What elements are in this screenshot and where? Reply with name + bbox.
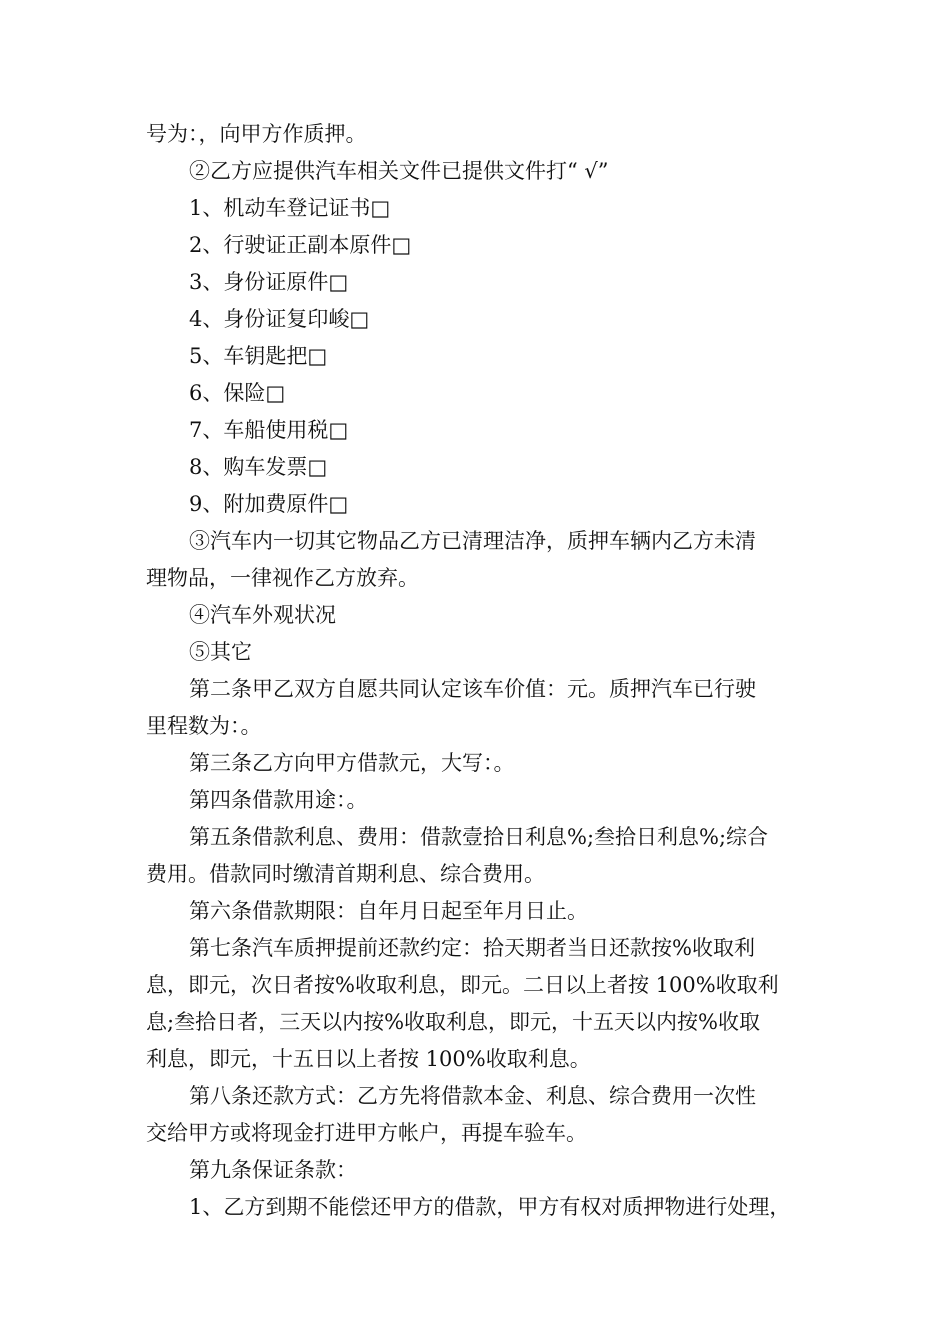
text-line: ⑤其它: [189, 640, 252, 664]
document-body: [146, 116, 818, 1226]
text-line: 1、乙方到期不能偿还甲方的借款，甲方有权对质押物进行处理，: [189, 1195, 791, 1219]
text-line: 息;叁拾日者，三天以内按%收取利息，即元，十五天以内按%收取: [146, 1010, 760, 1034]
text-line: 利息，即元，十五日以上者按 100%收取利息。: [146, 1047, 591, 1071]
checklist-item: 6、保险□: [189, 381, 286, 405]
checklist-item: 7、车船使用税□: [189, 418, 349, 442]
text-line: 交给甲方或将现金打进甲方帐户，再提车验车。: [146, 1121, 587, 1145]
checklist-item: 8、购车发票□: [189, 455, 328, 479]
article-line: 第二条甲乙双方自愿共同认定该车价值：元。质押汽车已行驶: [189, 677, 756, 701]
text-line: ②乙方应提供汽车相关文件已提供文件打“ √”: [189, 159, 609, 183]
checklist-item: 1、机动车登记证书□: [189, 196, 391, 220]
article-line: 第九条保证条款：: [189, 1158, 357, 1182]
checklist-item: 3、身份证原件□: [189, 270, 349, 294]
text-line: ④汽车外观状况: [189, 603, 336, 627]
article-line: 第八条还款方式：乙方先将借款本金、利息、综合费用一次性: [189, 1084, 756, 1108]
checklist-item: 5、车钥匙把□: [189, 344, 328, 368]
text-line: ③汽车内一切其它物品乙方已清理洁净，质押车辆内乙方未清: [189, 529, 756, 553]
text-line: 理物品，一律视作乙方放弃。: [146, 566, 419, 590]
text-line: 号为：，向甲方作质押。: [146, 122, 367, 146]
text-line: 息，即元，次日者按%收取利息，即元。二日以上者按 100%收取利: [146, 973, 779, 997]
article-line: 第六条借款期限：自年月日起至年月日止。: [189, 899, 588, 923]
text-line: 里程数为：。: [146, 714, 262, 738]
checklist-item: 4、身份证复印峻□: [189, 307, 370, 331]
article-line: 第三条乙方向甲方借款元，大写：。: [189, 751, 515, 775]
checklist-item: 2、行驶证正副本原件□: [189, 233, 412, 257]
article-line: 第四条借款用途：。: [189, 788, 368, 812]
article-line: 第七条汽车质押提前还款约定：拾天期者当日还款按%收取利: [189, 936, 755, 960]
text-line: 费用。借款同时缴清首期利息、综合费用。: [146, 862, 545, 886]
checklist-item: 9、附加费原件□: [189, 492, 349, 516]
article-line: 第五条借款利息、费用：借款壹拾日利息%;叁拾日利息%;综合: [189, 825, 769, 849]
